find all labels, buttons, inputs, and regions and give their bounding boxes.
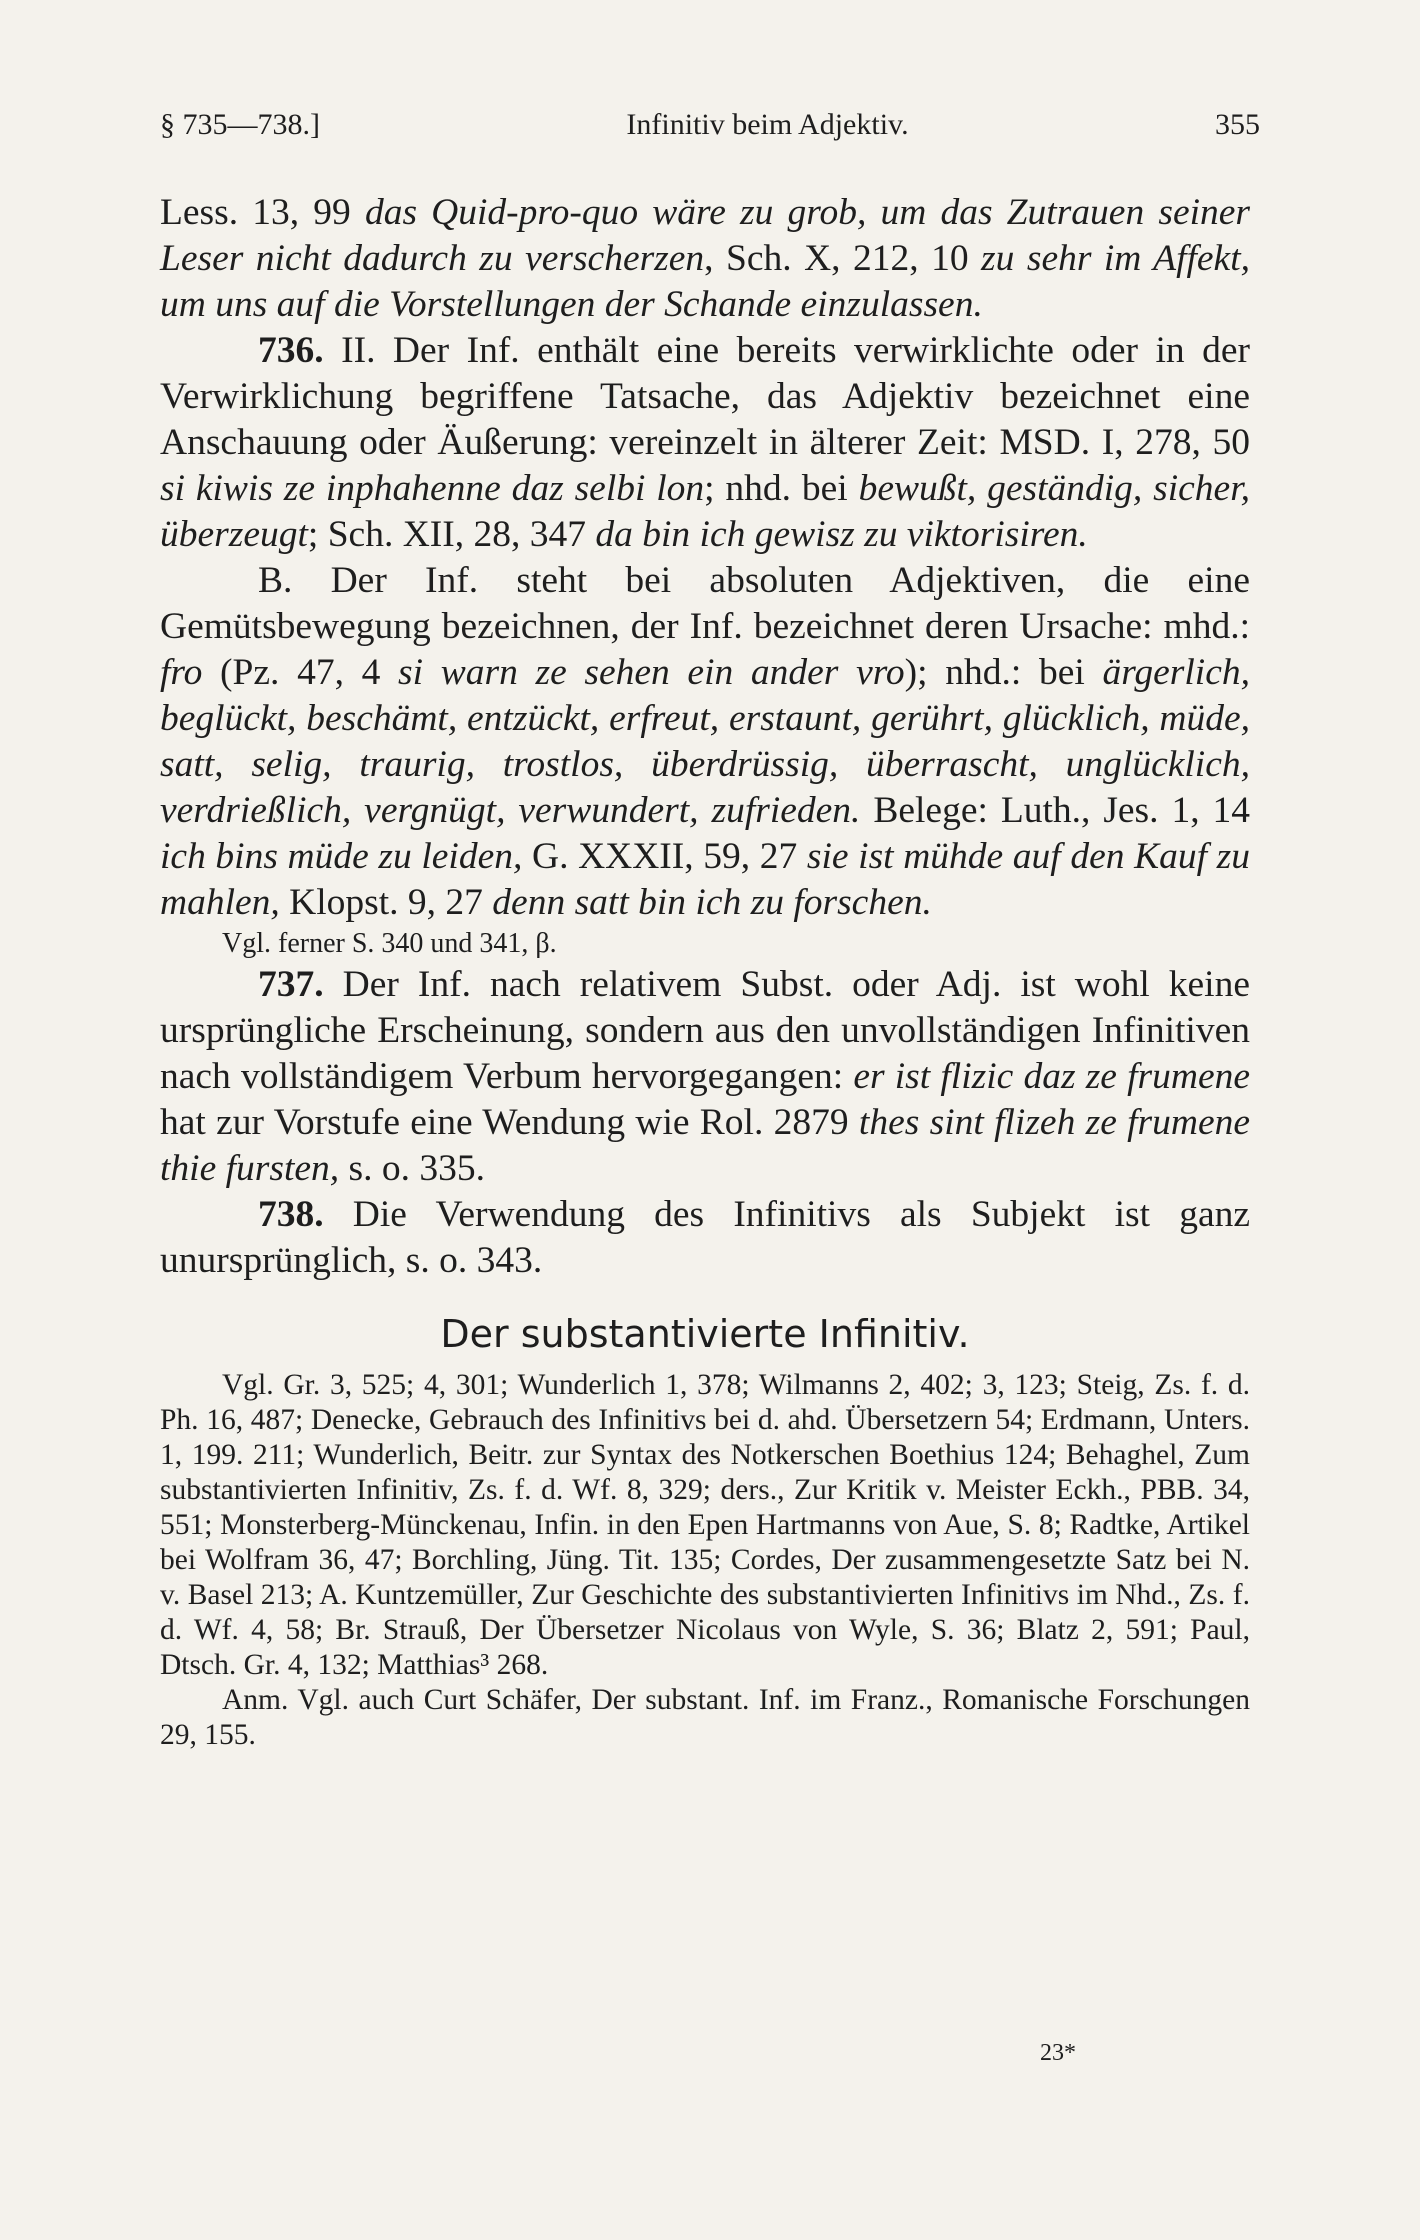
main-text bbox=[160, 190, 1250, 1753]
section-number-736: 736. bbox=[258, 330, 324, 371]
section-number-738: 738. bbox=[258, 1194, 324, 1235]
header-section: § 735—738.] bbox=[160, 108, 320, 141]
signature-mark: 23* bbox=[1040, 2040, 1076, 2066]
paragraph-737: 737. Der Inf. nach relativem Subst. oder Adj. ist wohl keine ursprüngliche Erscheinung, sondern aus den unvollständigen Infinitiven nach vollständigem Verbum hervorgegangen: er ist flizic daz ze frumene hat zur Vorstufe eine Wendung wie Rol. 2879 thes sint flizeh ze frumene thie fursten, s. o. 335. bbox=[160, 964, 1251, 1189]
annotation-note: Anm. Vgl. auch Curt Schäfer, Der substant. Inf. im Franz., Romanische Forschungen 29, 155. bbox=[160, 1684, 1250, 1751]
paragraph-736: 736. II. Der Inf. enthält eine bereits verwirklichte oder in der Verwirklichung begriffene Tatsache, das Adjektiv bezeichnet eine Anschauung oder Äußerung: vereinzelt in älterer Zeit: MSD. I, 278, 50 si kiwis ze inphahenne daz selbi lon; nhd. bei bewußt, geständig, sicher, überzeugt; Sch. XII, 28, 347 da bin ich gewisz zu viktorisiren. bbox=[160, 330, 1251, 555]
bibliography-block bbox=[160, 1368, 1250, 1753]
bibliography-references: Vgl. Gr. 3, 525; 4, 301; Wunderlich 1, 378; Wilmanns 2, 402; 3, 123; Steig, Zs. f. d. Ph. 16, 487; Denecke, Gebrauch des Infinitivs bei d. ahd. Übersetzern 54; Erdmann, Unters. 1, 199. 211; Wunderlich, Beitr. zur Syntax des Notkerschen Boethius 124; Behaghel, Zum substantivierten Infinitiv, Zs. f. d. Wf. 8, 329; ders., Zur Kritik v. Meister Eckh., PBB. 34, 551; Monsterberg-Münckenau, Infin. in den Epen Hartmanns von Aue, S. 8; Radtke, Artikel bei Wolfram 36, 47; Borchling, Jüng. Tit. 135; Cordes, Der zusammengesetzte Satz bei N. v. Basel 213; A. Kuntzemüller, Zur Geschichte des substantivierten Infinitivs im Nhd., Zs. f. d. Wf. 4, 58; Br. Strauß, Der Übersetzer Nicolaus von Wyle, S. 36; Blatz 2, 591; Paul, Dtsch. Gr. 4, 132; Matthias³ 268. bbox=[160, 1369, 1250, 1681]
paragraph-738: 738. Die Verwendung des Infinitivs als Subjekt ist ganz unursprünglich, s. o. 343. bbox=[160, 1194, 1250, 1281]
section-number-737: 737. bbox=[258, 964, 324, 1005]
paragraph-735-end: Less. 13, 99 das Quid-pro-quo wäre zu grob, um das Zutrauen seiner Leser nicht dadurch zu verscherzen, Sch. X, 212, 10 zu sehr im Affekt, um uns auf die Vorstellungen der Schande einzulassen. bbox=[160, 192, 1250, 325]
header-page-number: 355 bbox=[1215, 108, 1260, 141]
header-title: Infinitiv beim Adjektiv. bbox=[626, 108, 909, 141]
section-heading: Der substantivierte Infinitiv. bbox=[440, 1312, 970, 1356]
cross-reference-note: Vgl. ferner S. 340 und 341, β. bbox=[222, 928, 557, 959]
paragraph-736-b: B. Der Inf. steht bei absoluten Adjektiven, die eine Gemütsbewegung bezeichnen, der Inf. bezeichnet deren Ursache: mhd.: fro (Pz. 47, 4 si warn ze sehen ein ander vro); nhd.: bei ärgerlich, beglückt, beschämt, entzückt, erfreut, erstaunt, gerührt, glücklich, müde, satt, selig, traurig, trostlos, überdrüssig, überrascht, unglücklich, verdrießlich, vergnügt, verwundert, zufrieden. Belege: Luth., Jes. 1, 14 ich bins müde zu leiden, G. XXXII, 59, 27 sie ist mühde auf den Kauf zu mahlen, Klopst. 9, 27 denn satt bin ich zu forschen. bbox=[160, 560, 1250, 923]
running-header bbox=[160, 108, 1260, 142]
